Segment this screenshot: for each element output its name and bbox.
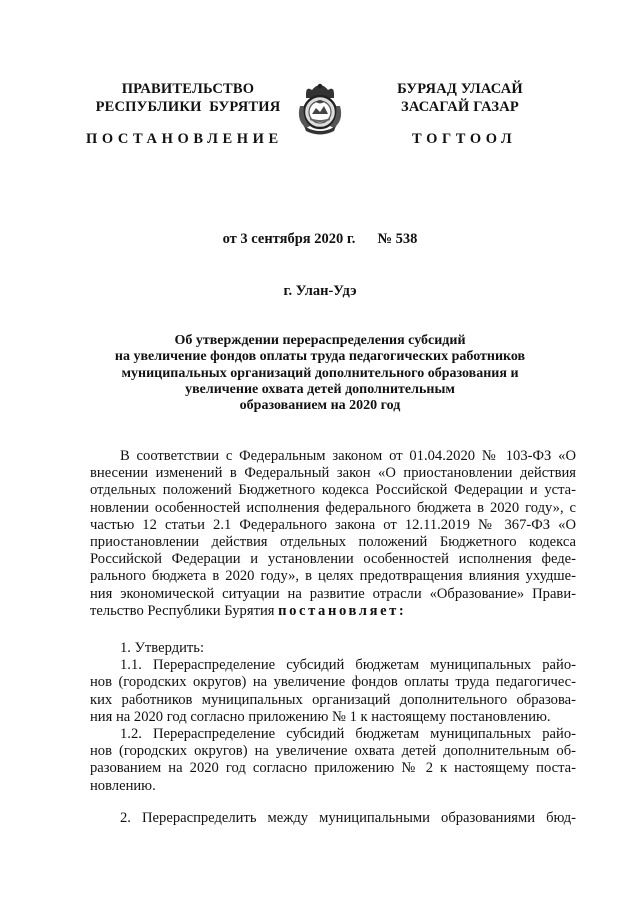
decree-city: г. Улан-Удэ [283, 283, 357, 299]
header-right-line2: ЗАСАГАЙ ГАЗАР [401, 99, 519, 115]
preamble-line: отдельных положений Бюджетного кодекса Российской Федерации и уста- [90, 482, 576, 499]
preamble-line: Российской Федерации и установлении особенностей исполнения феде- [90, 551, 576, 568]
preamble-line: внесении изменений в Федеральный закон «О приостановлении действия [90, 465, 576, 482]
item-line: нов (городских округов) на увеличение фондов оплаты труда педагогичес- [90, 674, 576, 691]
item-line: 1.2. Перераспределение субсидий бюджетам муниципальных райо- [120, 725, 576, 742]
preamble-line: новлении особенностей исполнения федерального бюджета в 2020 году», с [90, 499, 576, 516]
decree-number: № 538 [377, 231, 418, 247]
preamble-line: тельство Республики Бурятия [90, 602, 275, 619]
header-right-org [370, 80, 550, 116]
header-right-line1: БУРЯАД УЛАСАЙ [397, 81, 523, 97]
decree-date-line [0, 230, 640, 248]
item-2-section [90, 810, 576, 827]
title-line: Об утверждении перераспределения субсидий [174, 333, 466, 348]
item-line: ния на 2020 год согласно приложению № 1 к настоящему постановлению. [90, 708, 551, 725]
item-line: ких работников муниципальных организаций дополнительного образова- [90, 691, 576, 708]
item-line: 1. Утвердить: [120, 640, 205, 656]
preamble-line: рального бюджета в 2020 году», в целях предотвращения влияния ухудше- [90, 568, 576, 585]
buryatia-coat-of-arms-icon [290, 76, 350, 136]
doc-type-ru: ПОСТАНОВЛЕНИЕ [86, 131, 283, 147]
title-line: на увеличение фондов оплаты труда педагогических работников [114, 349, 526, 365]
preamble-line-final [90, 603, 576, 620]
item-line: разованием на 2020 год согласно приложению № 2 к настоящему поста- [90, 760, 576, 777]
title-line: образованием на 2020 год [239, 398, 401, 414]
item-line: 1.1. Перераспределение субсидий бюджетам муниципальных райо- [120, 657, 576, 674]
preamble-paragraph [90, 448, 576, 620]
title-line: увеличение охвата детей дополнительным [185, 381, 455, 397]
items-section [90, 640, 576, 795]
item-line: новлению. [90, 777, 156, 794]
header-left-line1: ПРАВИТЕЛЬСТВО [121, 81, 255, 97]
decree-title [80, 333, 560, 414]
item-line: 2. Перераспределить между муниципальными образованиями бюд- [120, 810, 576, 826]
header-left-org [88, 80, 288, 116]
doc-type-bur: ТОГТООЛ [412, 131, 517, 147]
header-left-line2: РЕСПУБЛИКИ БУРЯТИЯ [95, 99, 281, 115]
title-line: муниципальных организаций дополнительного образования и [121, 365, 519, 381]
preamble-line: приостановлении действия отдельных положений Бюджетного кодекса [90, 533, 576, 550]
preamble-line: ния экономической ситуации на развитие отрасли «Образование» Прави- [90, 585, 576, 602]
decree-date: от 3 сентября 2020 г. [222, 231, 356, 247]
item-line: нов (городских округов) на увеличение охвата детей дополнительным об- [90, 743, 576, 760]
preamble-line: В соответствии с Федеральным законом от 01.04.2020 № 103-ФЗ «О [120, 448, 576, 464]
preamble-line: частью 12 статьи 2.1 Федерального закона от 12.11.2019 № 367-ФЗ «О [90, 516, 576, 533]
decree-word: постановляет: [278, 602, 407, 619]
